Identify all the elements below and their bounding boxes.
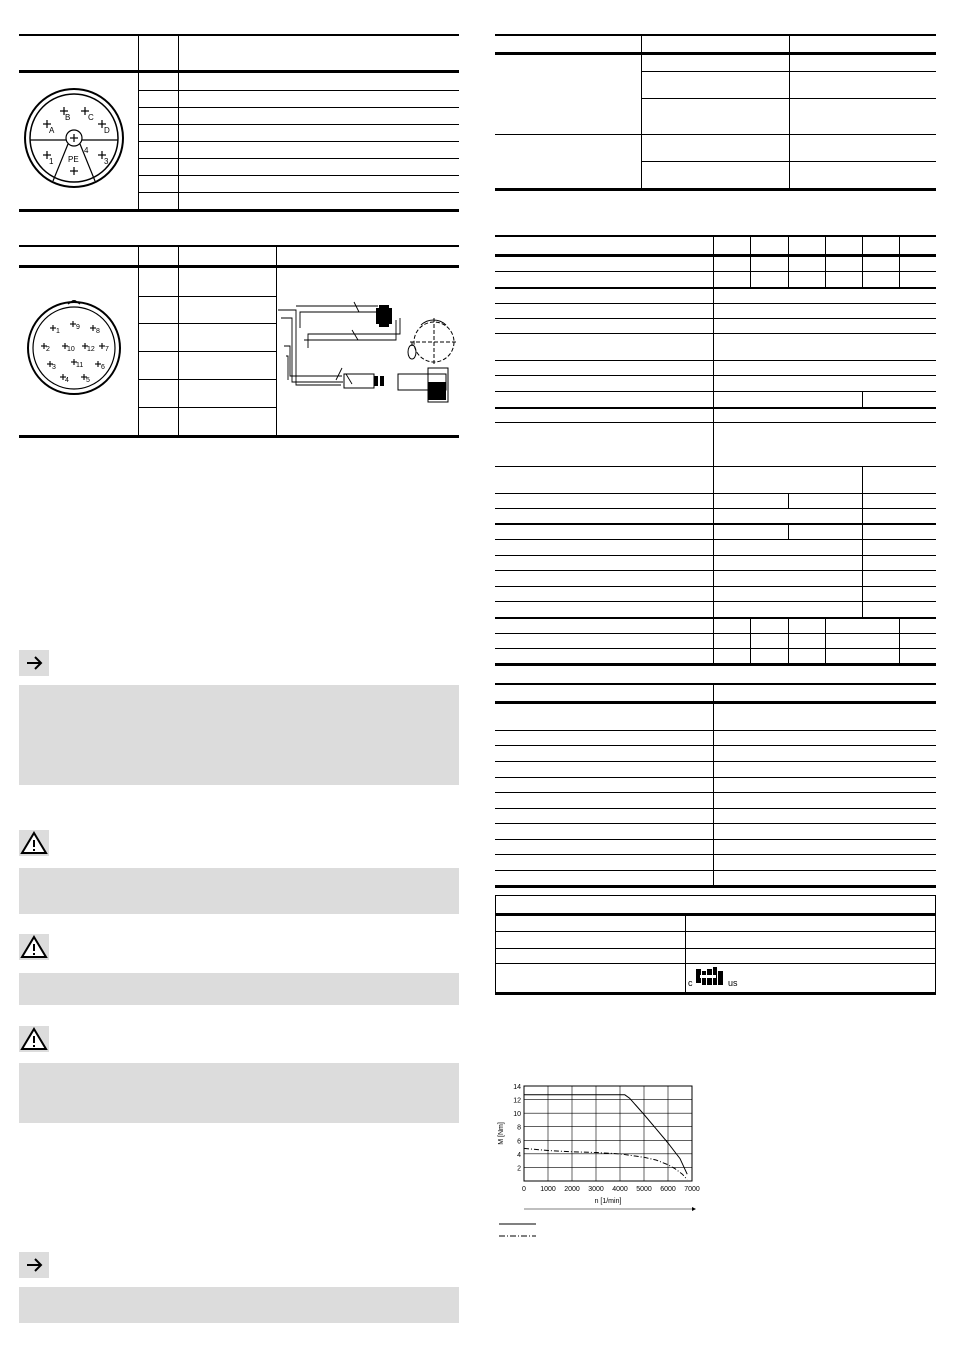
warning-icon-box — [19, 934, 49, 960]
y-tick-label: 6 — [517, 1138, 521, 1146]
x-tick-label: 7000 — [684, 1186, 700, 1193]
x-axis-arrowhead — [692, 1207, 696, 1211]
x-tick-label: 0 — [522, 1186, 526, 1193]
torque-speed-chart — [495, 1078, 725, 1213]
note-box — [19, 1287, 459, 1323]
pin-label: 10 — [67, 346, 75, 353]
encoder-wiring-diagram — [276, 290, 456, 410]
y-tick-label: 2 — [517, 1165, 521, 1173]
x-tick-label: 5000 — [636, 1186, 652, 1193]
ul-certification-mark — [688, 967, 752, 989]
cert-c-label: c — [688, 978, 693, 988]
series-line-dashdot — [524, 1148, 687, 1179]
x-tick-label: 3000 — [588, 1186, 604, 1193]
plot-frame — [524, 1086, 692, 1181]
chart-legend — [498, 1220, 538, 1242]
warning-box — [19, 868, 459, 914]
x-axis-label: n [1/min] — [594, 1198, 622, 1205]
pin-label: PE — [68, 155, 79, 164]
power-connector-diagram — [23, 87, 125, 189]
x-tick-label: 4000 — [612, 1186, 628, 1193]
y-axis-label: M [Nm] — [498, 1122, 505, 1145]
series-line-solid — [524, 1095, 687, 1174]
pin-label: 3 — [104, 157, 109, 166]
pin-label: B — [65, 113, 71, 122]
warning-icon-box — [19, 1026, 49, 1052]
y-tick-label: 4 — [517, 1151, 521, 1159]
pin-label: A — [49, 126, 55, 135]
warning-box — [19, 973, 459, 1005]
y-tick-label: 8 — [517, 1124, 521, 1132]
pin-label: D — [104, 126, 110, 135]
y-tick-label: 14 — [513, 1084, 521, 1091]
pin-label: 11 — [76, 362, 84, 369]
pin-label: 12 — [87, 346, 95, 353]
y-tick-label: 12 — [513, 1097, 521, 1105]
pin-label: 4 — [84, 146, 89, 155]
pin-label: 4 — [65, 377, 69, 384]
arrow-right-icon — [19, 1252, 49, 1278]
warning-box — [19, 1063, 459, 1123]
pin-label: 2 — [46, 346, 50, 353]
pin-label: 1 — [56, 328, 60, 335]
pin-label: 5 — [86, 377, 90, 384]
pin-label: 1 — [49, 157, 54, 166]
warning-icon-box — [19, 830, 49, 856]
encoder-connector-diagram — [25, 300, 123, 396]
pin-label: 8 — [96, 328, 100, 335]
warning-triangle-icon — [19, 1026, 49, 1052]
pin-label: C — [88, 113, 94, 122]
note-icon-box — [19, 650, 49, 676]
x-tick-label: 2000 — [564, 1186, 580, 1193]
warning-triangle-icon — [19, 830, 49, 856]
x-tick-label: 1000 — [540, 1186, 556, 1193]
warning-triangle-icon — [19, 934, 49, 960]
note-box — [19, 685, 459, 785]
pin-label: 3 — [52, 364, 56, 371]
pin-label: 9 — [76, 324, 80, 331]
pin-label: 7 — [105, 346, 109, 353]
x-tick-label: 6000 — [660, 1186, 676, 1193]
pin-label: 6 — [101, 364, 105, 371]
cert-us-label: us — [728, 978, 738, 988]
note-icon-box — [19, 1252, 49, 1278]
y-tick-label: 10 — [513, 1111, 521, 1119]
arrow-right-icon — [19, 650, 49, 676]
